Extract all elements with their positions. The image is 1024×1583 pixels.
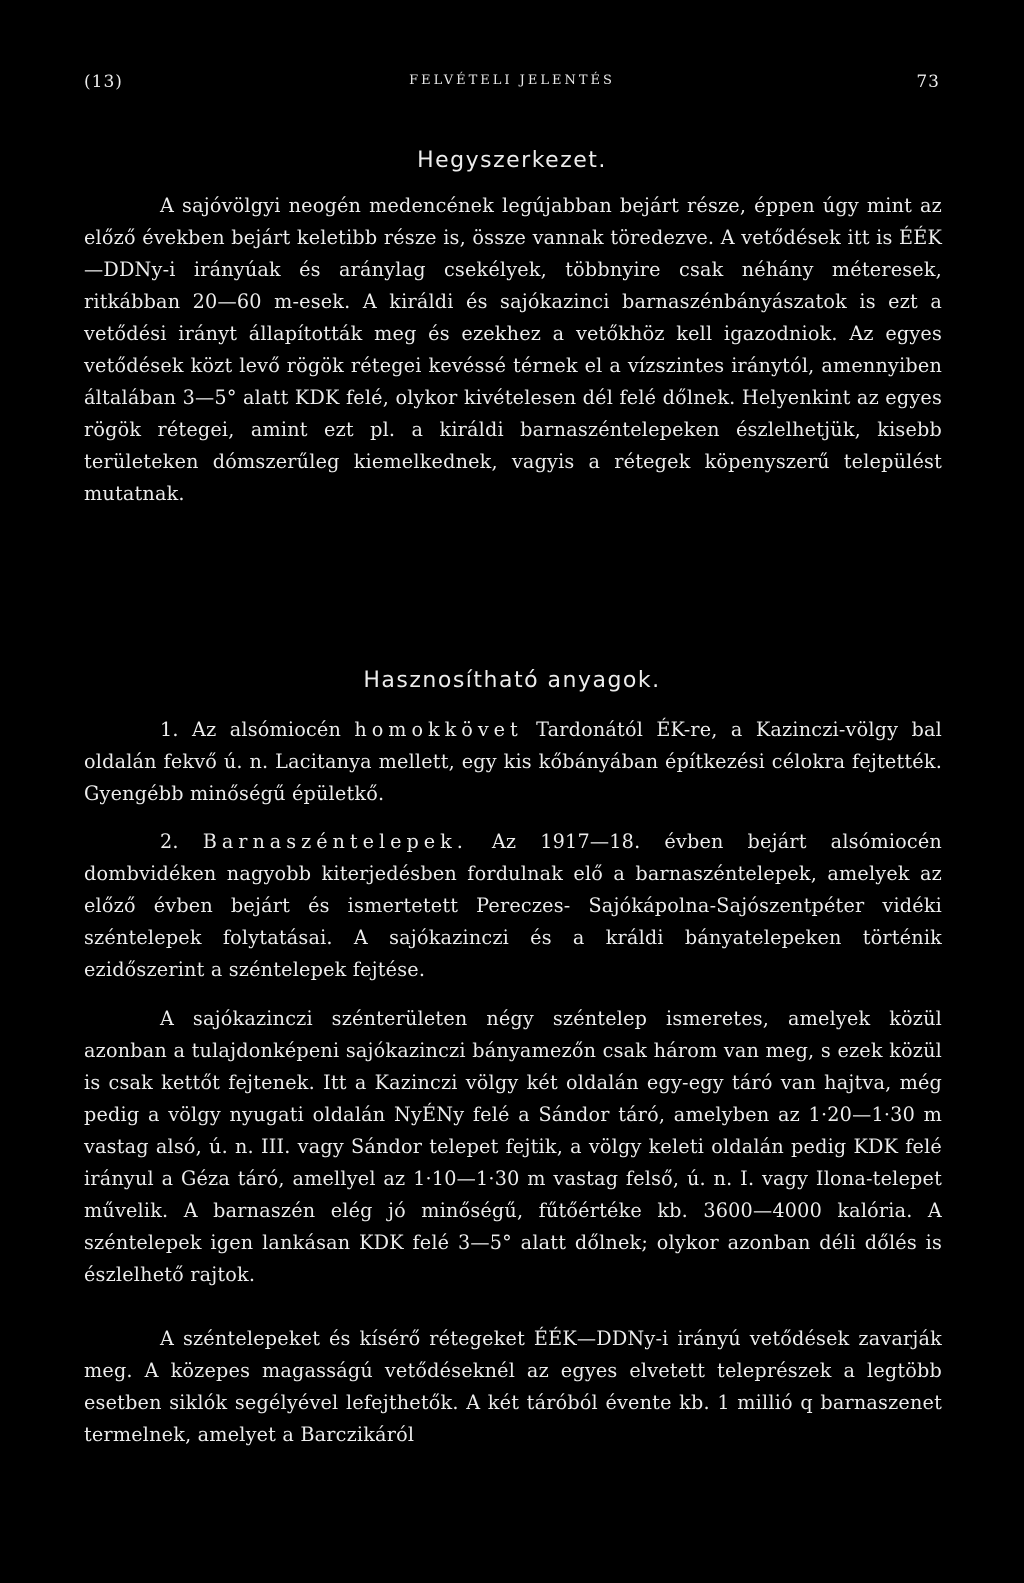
running-title: FELVÉTELI JELENTÉS bbox=[409, 73, 615, 88]
section-number: (13) bbox=[84, 72, 123, 92]
list-item-homokko bbox=[84, 714, 942, 810]
section-title-hegyszerkezet: Hegyszerkezet. bbox=[417, 148, 607, 173]
running-header bbox=[84, 72, 940, 96]
item-term: Barnaszéntelepek. bbox=[202, 830, 468, 853]
paragraph-vetodesek: A széntelepeket és kísérő rétegeket ÉÉK—DDNy-i irányú vetődések zavarják meg. A közepes magasságú vetődéseknél az egyes elvetett teleprészek a legtöbb esetben siklók segélyével lefejthetők. A két táróból évente kb. 1 millió q barnaszenet termelnek, amelyet a Barczikáról bbox=[84, 1327, 942, 1446]
item-text: Az 1917—18. évben bejárt alsómiocén dombvidéken nagyobb kiterjedésben fordulnak elő a barnaszéntelepek, amelyek az előző évben bejárt és ismertetett Pereczes- Sajókápolna-Sajószentpéter vidéki széntelepek folytatásai. A sajókazinczi és a králdi bányatelepeken történik ezidőszerint a széntelepek fejtése. bbox=[84, 830, 942, 981]
item-number: 1. Az alsómiocén bbox=[160, 718, 342, 741]
item-term: homokkövet bbox=[354, 718, 523, 741]
paragraph-sajokazinczi: A sajókazinczi szénterületen négy széntelep ismeretes, amelyek közül azonban a tulajdonképeni sajókazinczi bányamezőn csak három van meg, s ezek közül is csak kettőt fejtenek. Itt a Kazinczi völgy két oldalán egy-egy táró van hajtva, még pedig a völgy nyugati oldalán NyÉNy felé a Sándor táró, amelyben az 1·20—1·30 m vastag alsó, ú. n. III. vagy Sándor telepet fejtik, a völgy keleti oldalán pedig KDK felé irányul a Géza táró, amellyel az 1·10—1·30 m vastag felső, ú. n. I. vagy Ilona-telepet művelik. A barnaszén elég jó minőségű, fűtőértéke kb. 3600—4000 kalória. A széntelepek igen lankásan KDK felé 3—5° alatt dőlnek; olykor azonban déli dőlés is észlelhető rajtok. bbox=[84, 1007, 942, 1286]
item-text: Tardonától ÉK-re, a Kazinczi-völgy bal oldalán fekvő ú. n. Lacitanya mellett, egy kis kőbányában építkezési célokra fejtették. Gyengébb minőségű épületkő. bbox=[84, 718, 942, 805]
item-number: 2. bbox=[160, 830, 179, 853]
paragraph-structure: A sajóvölgyi neogén medencének legújabban bejárt része, éppen úgy mint az előző években bejárt keletibb része is, össze vannak töredezve. A vetődések itt is ÉÉK—DDNy-i irányúak és aránylag csekélyek, többnyire csak néhány méteresek, ritkábban 20—60 m-esek. A királdi és sajókazinci barnaszénbányászatok is ezt a vetődési irányt állapították meg és ezekhez a vetőkhöz kell igazodniok. Az egyes vetődések közt levő rögök rétegei kevéssé térnek el a vízszintes iránytól, amennyiben általában 3—5° alatt KDK felé, olykor kivételesen dél felé dőlnek. Helyenkint az egyes rögök rétegei, amint ezt pl. a királdi barnaszéntelepeken észlelhetjük, kisebb területeken dómszerűleg kiemelkednek, vagyis a rétegek köpenyszerű települést mutatnak. bbox=[84, 194, 942, 505]
section-title-hasznosithato: Hasznosítható anyagok. bbox=[363, 668, 661, 693]
page-number: 73 bbox=[916, 72, 940, 92]
list-item-barnaszen bbox=[84, 826, 942, 986]
